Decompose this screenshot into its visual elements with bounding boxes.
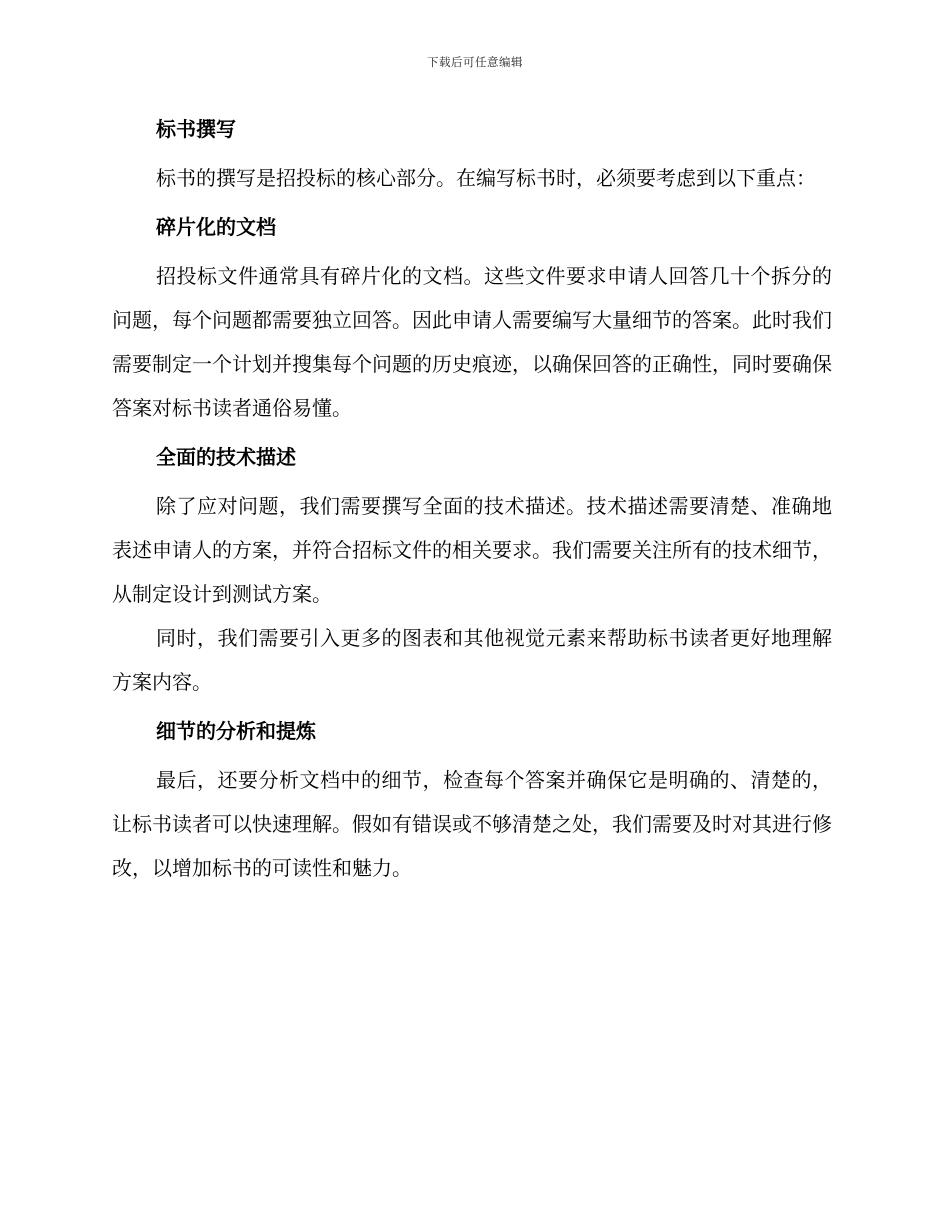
section-heading: 全面的技术描述 — [156, 445, 296, 469]
document-body — [112, 112, 832, 890]
section-heading: 碎片化的文档 — [156, 215, 276, 239]
section-heading: 细节的分析和提炼 — [156, 719, 316, 743]
paragraph: 标书的撰写是招投标的核心部分。在编写标书时，必须要考虑到以下重点： — [156, 166, 816, 190]
section-heading: 标书撰写 — [156, 117, 236, 141]
paragraph: 同时，我们需要引入更多的图表和其他视觉元素来帮助标书读者更好地理解方案内容。 — [112, 626, 832, 694]
paragraph: 招投标文件通常具有碎片化的文档。这些文件要求申请人回答几十个拆分的问题，每个问题都需要独立回答。因此申请人需要编写大量细节的答案。此时我们需要制定一个计划并搜集每个问题的历史痕迹，以确保回答的正确性，同时要确保答案对标书读者通俗易懂。 — [112, 264, 832, 420]
paragraph: 除了应对问题，我们需要撰写全面的技术描述。技术描述需要清楚、准确地表述申请人的方案，并符合招标文件的相关要求。我们需要关注所有的技术细节，从制定设计到测试方案。 — [112, 494, 832, 606]
paragraph: 最后，还要分析文档中的细节，检查每个答案并确保它是明确的、清楚的，让标书读者可以快速理解。假如有错误或不够清楚之处，我们需要及时对其进行修改，以增加标书的可读性和魅力。 — [112, 768, 832, 880]
page-header: 下载后可任意编辑 — [427, 55, 523, 69]
